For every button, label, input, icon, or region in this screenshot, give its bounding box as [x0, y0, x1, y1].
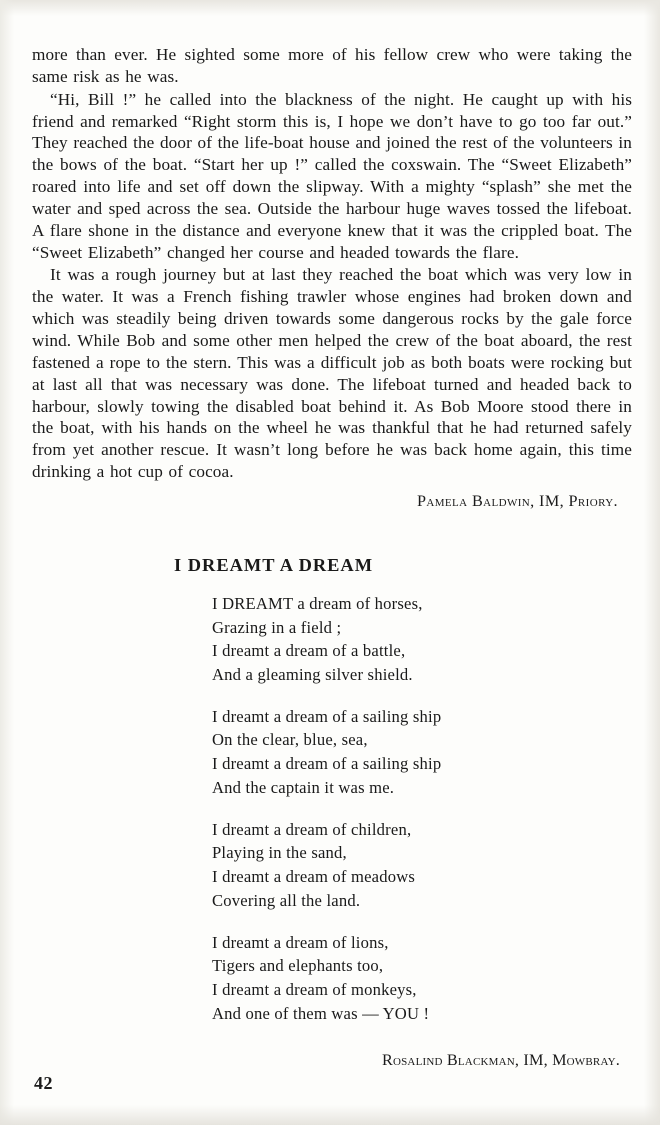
poem-line: Playing in the sand,	[212, 843, 347, 863]
poem-stanza-3	[32, 818, 632, 913]
poem-stanza-4	[32, 931, 632, 1026]
poem-line: Covering all the land.	[212, 890, 361, 910]
poem-line: And the captain it was me.	[212, 777, 395, 797]
story-byline: Pamela Baldwin, IM, Priory.	[417, 491, 618, 510]
poem-stanza-2	[32, 705, 632, 800]
poem-line: I dreamt a dream of a sailing ship	[212, 706, 442, 726]
poem-line: I DREAMT a dream of horses,	[212, 593, 423, 613]
page-edge-shading-left	[0, 0, 14, 1125]
poem-section	[32, 555, 632, 1071]
poem-line: Tigers and elephants too,	[212, 956, 384, 976]
poem-line: On the clear, blue, sea,	[212, 730, 368, 750]
page-edge-shading-top	[0, 0, 660, 16]
page-number: 42	[34, 1073, 53, 1093]
poem-line: I dreamt a dream of a sailing ship	[212, 754, 442, 774]
poem-line: And one of them was — YOU !	[212, 1003, 430, 1023]
page-content	[32, 44, 632, 1070]
poem-stanza-1	[32, 592, 632, 687]
poem-line: I dreamt a dream of lions,	[212, 932, 389, 952]
poem-byline: Rosalind Blackman, IM, Mowbray.	[381, 1051, 620, 1070]
page-edge-shading-right	[644, 0, 660, 1125]
poem-line: I dreamt a dream of meadows	[212, 867, 416, 887]
story-paragraph-1: more than ever. He sighted some more of his fellow crew who were taking the same risk as he was.	[32, 45, 632, 86]
poem-title: I DREAMT A DREAM	[174, 554, 374, 575]
page-edge-shading-bottom	[0, 1105, 660, 1125]
poem-line: I dreamt a dream of children,	[212, 819, 412, 839]
poem-line: Grazing in a field ;	[212, 617, 342, 637]
story-paragraph-2: “Hi, Bill !” he called into the blackness of the night. He caught up with his friend and remarked “Right storm this is, I hope we don’t have to go too far out.” They reached the door of the life-boat house and joined the rest of the volunteers in the bows of the boat. “Start her up !” called the coxswain. The “Sweet Elizabeth” roared into life and set off down the slipway. With a mighty “splash” she met the water and sped across the sea. Outside the harbour huge waves tossed the lifeboat. A flare shone in the distance and everyone knew that it was the crippled boat. The “Sweet Elizabeth” changed her course and headed towards the flare.	[32, 89, 632, 262]
poem-line: And a gleaming silver shield.	[212, 665, 413, 685]
poem-line: I dreamt a dream of a battle,	[212, 641, 406, 661]
poem-line: I dreamt a dream of monkeys,	[212, 979, 417, 999]
story-paragraph-3: It was a rough journey but at last they reached the boat which was very low in the water. It was a French fishing trawler whose engines had broken down and which was steadily being driven towards some dangerous rocks by the gale force wind. While Bob and some other men helped the crew of the boat aboard, the rest fastened a rope to the stern. This was a difficult job as both boats were rocking but at last all that was necessary was done. The lifeboat turned and headed back to harbour, slowly towing the disabled boat behind it. As Bob Moore stood there in the boat, with his hands on the wheel he was thankful that he had returned safely from yet another rescue. It wasn’t long before he was back home again, this time drinking a hot cup of cocoa.	[32, 265, 632, 482]
